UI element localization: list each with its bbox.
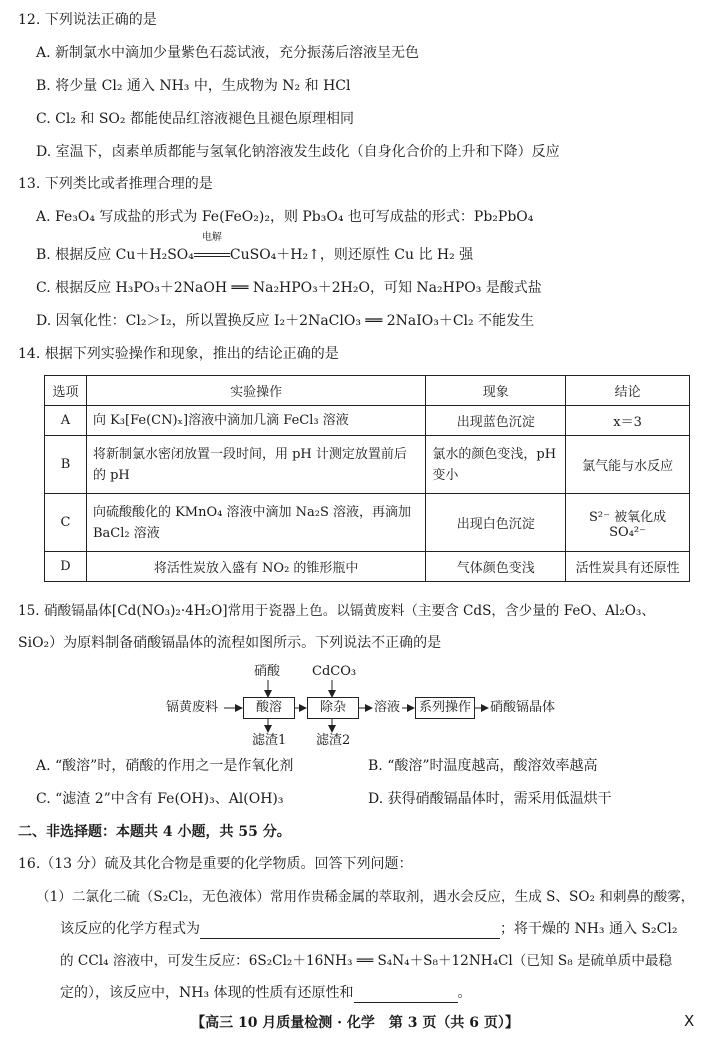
section-title: 二、非选择题：本题共 4 小题，共 55 分。 (18, 824, 291, 840)
table-cell-operation: 将活性炭放入盛有 NO₂ 的锥形瓶中 (86, 552, 425, 582)
q13-option-b (36, 232, 474, 265)
table-cell-phenomenon: 出现蓝色沉淀 (426, 406, 566, 436)
q16-part1-line3: 的 CCl₄ 溶液中，可发生反应：6S₂Cl₂＋16NH₃ ══ S₄N₄＋S₈＋12NH₄Cl（已知 S₈ 是硫单质中最稳 (60, 953, 673, 969)
q13-option-b-post: CuSO₄＋H₂↑，则还原性 Cu 比 H₂ 强 (229, 247, 474, 263)
table-cell-conclusion: 氯气能与水反应 (566, 436, 690, 494)
q13-option-c: C. 根据反应 H₃PO₃＋2NaOH ══ Na₂HPO₃＋2H₂O，可知 Na₂HPO₃ 是酸式盐 (36, 280, 542, 296)
q15-stem-line1: 15. 硝酸镉晶体[Cd(NO₃)₂·4H₂O]常用于瓷器上色。以镉黄废料（主要含 CdS，含少量的 FeO、Al₂O₃、 (18, 603, 655, 619)
q16-part1-line2 (60, 919, 677, 939)
table-header: 结论 (566, 376, 690, 406)
q15-option-b: B. “酸溶”时温度越高，酸溶效率越高 (368, 758, 598, 774)
version-mark: X (684, 1012, 695, 1030)
q12-option-c: C. Cl₂ 和 SO₂ 都能使品红溶液褪色且褪色原理相同 (36, 111, 354, 127)
table-cell-operation: 将新制氯水密闭放置一段时间，用 pH 计测定放置前后的 pH (86, 436, 425, 494)
q12-option-b: B. 将少量 Cl₂ 通入 NH₃ 中，生成物为 N₂ 和 HCl (36, 78, 351, 94)
q16-part1-line2-a: 该反应的化学方程式为 (60, 921, 200, 937)
flow-start: 镉黄废料 (166, 700, 219, 715)
q15-option-a: A. “酸溶”时，硝酸的作用之一是作氧化剂 (36, 758, 294, 774)
q13-option-d: D. 因氧化性：Cl₂＞I₂，所以置换反应 I₂＋2NaClO₃ ══ 2NaIO₃＋Cl₂ 不能发生 (36, 313, 535, 329)
table-header: 现象 (426, 376, 566, 406)
answer-blank[interactable] (354, 988, 458, 1003)
flow-end: 硝酸镉晶体 (490, 700, 556, 715)
q16-part1-line4-b: 。 (457, 985, 472, 1001)
table-cell-option: C (45, 494, 87, 552)
table-cell-conclusion: x＝3 (566, 406, 690, 436)
q16-part1-line4-a: 定的），该反应中，NH₃ 体现的性质有还原性和 (60, 985, 354, 1001)
table-cell-phenomenon: 气体颜色变浅 (426, 552, 566, 582)
q15-stem-line2: SiO₂）为原料制备硝酸镉晶体的流程如图所示。下列说法不正确的是 (18, 635, 442, 651)
flow-residue-1: 滤渣1 (252, 733, 287, 748)
experiment-table (44, 375, 690, 582)
q13-stem: 13. 下列类比或者推理合理的是 (18, 176, 213, 192)
table-cell-phenomenon: 出现白色沉淀 (426, 494, 566, 552)
flow-residue-2: 滤渣2 (316, 733, 351, 748)
table-row (45, 494, 690, 552)
q16-stem: 16.（13 分）硫及其化合物是重要的化学物质。回答下列问题： (18, 856, 413, 872)
q12-option-d: D. 室温下，卤素单质都能与氢氧化钠溶液发生歧化（自身化合价的上升和下降）反应 (36, 144, 560, 160)
q13-option-b-pre: B. 根据反应 Cu＋H₂SO₄ (36, 247, 194, 263)
q12-stem: 12. 下列说法正确的是 (18, 12, 157, 28)
answer-blank[interactable] (200, 924, 500, 939)
flow-input-nitric-acid: 硝酸 (254, 664, 281, 679)
table-cell-option: B (45, 436, 87, 494)
table-header: 选项 (45, 376, 87, 406)
table-cell-operation: 向 K₃[Fe(CN)ₓ]溶液中滴加几滴 FeCl₃ 溶液 (86, 406, 425, 436)
q16-part1-line4 (60, 983, 472, 1003)
flow-box-operations: 系列操作 (415, 697, 475, 719)
table-header: 实验操作 (86, 376, 425, 406)
q15-option-c: C. “滤渣 2”中含有 Fe(OH)₃、Al(OH)₃ (36, 791, 284, 807)
table-cell-option: A (45, 406, 87, 436)
table-row (45, 436, 690, 494)
flow-box-impurity-removal: 除杂 (307, 697, 359, 719)
flow-input-cdco3: CdCO₃ (312, 664, 357, 679)
q13-option-a: A. Fe₃O₄ 写成盐的形式为 Fe(FeO₂)₂，则 Pb₃O₄ 也可写成盐的形式：Pb₂PbO₄ (36, 209, 534, 225)
reaction-condition: 电解 (201, 232, 222, 243)
reaction-arrow (194, 232, 230, 265)
q14-stem: 14. 根据下列实验操作和现象，推出的结论正确的是 (18, 346, 339, 362)
table-cell-conclusion: 活性炭具有还原性 (566, 552, 690, 582)
table-cell-conclusion: S²⁻ 被氧化成 SO₄²⁻ (566, 494, 690, 552)
table-cell-operation: 向硫酸酸化的 KMnO₄ 溶液中滴加 Na₂S 溶液，再滴加 BaCl₂ 溶液 (86, 494, 425, 552)
q16-part1-line1: （1）二氯化二硫（S₂Cl₂，无色液体）常用作贵稀金属的萃取剂，遇水会反应，生成 S、SO₂ 和刺鼻的酸雾， (36, 889, 695, 905)
flow-box-acid-dissolve: 酸溶 (243, 697, 295, 719)
table-cell-phenomenon: 氯水的颜色变浅，pH 变小 (426, 436, 566, 494)
table-cell-option: D (45, 552, 87, 582)
flow-solution: 溶液 (374, 700, 401, 715)
table-header-row (45, 376, 690, 406)
table-row (45, 552, 690, 582)
q16-part1-line2-b: ；将干燥的 NH₃ 通入 S₂Cl₂ (500, 921, 678, 937)
q12-option-a: A. 新制氯水中滴加少量紫色石蕊试液，充分振荡后溶液呈无色 (36, 45, 420, 61)
page-footer: 【高三 10 月质量检测 · 化学 第 3 页（共 6 页）】 (191, 1015, 519, 1031)
q15-option-d: D. 获得硝酸镉晶体时，需采用低温烘干 (368, 791, 612, 807)
table-row (45, 406, 690, 436)
